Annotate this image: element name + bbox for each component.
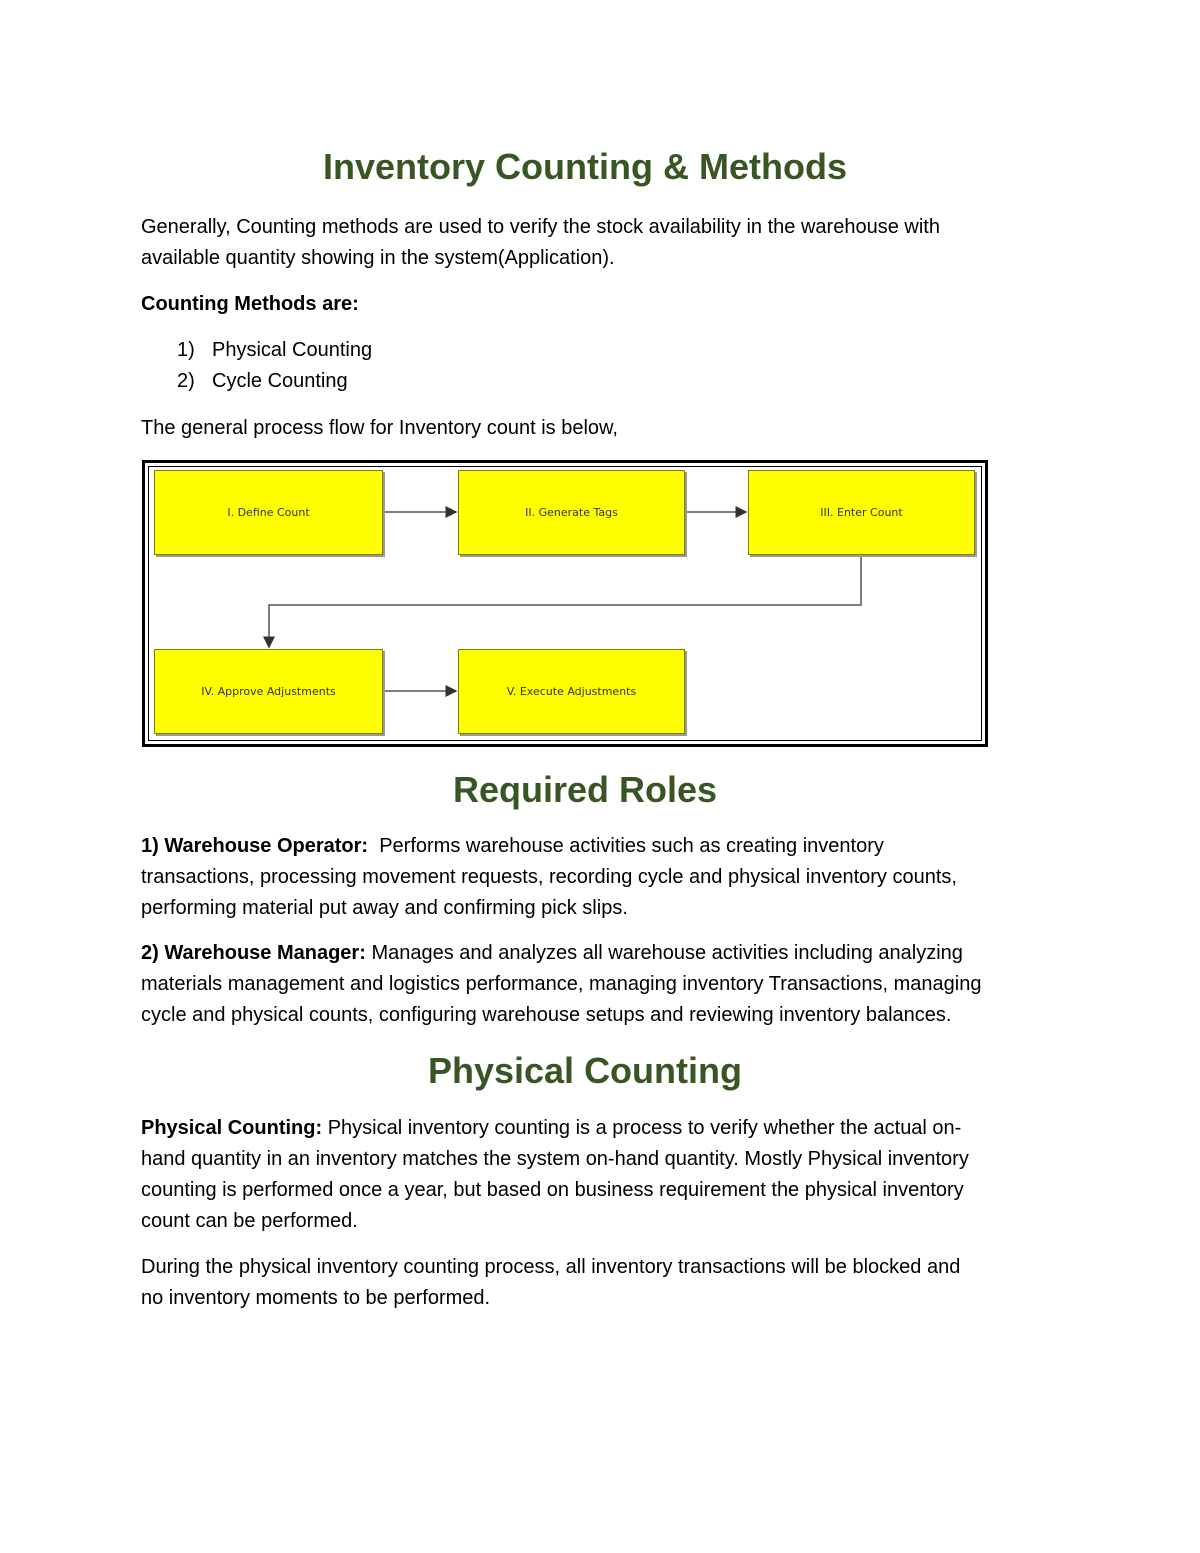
physical-line-4: count can be performed. [141,1210,358,1232]
flow-step-enter-count: III. Enter Count [748,470,975,555]
physical-counting-heading: Physical Counting [427,1050,743,1091]
methods-heading-text: Counting Methods are: [141,293,359,315]
blocking-paragraph [141,1252,1061,1314]
arrow-enter-to-approve [269,555,861,647]
flow-step-execute-adjustments: V. Execute Adjustments [458,649,685,734]
page-title: Inventory Counting & Methods [323,146,847,187]
physical-paragraph [141,1113,1061,1237]
manager-label: 2) Warehouse Manager: [141,942,366,964]
operator-label: 1) Warehouse Operator: [141,835,369,857]
blocking-line-2: no inventory moments to be performed. [141,1287,491,1309]
flow-step-generate-tags: II. Generate Tags [458,470,685,555]
manager-line-1: Manages and analyzes all warehouse activities including analyzing [371,942,963,964]
physical-line-1: Physical inventory counting is a process to verify whether the actual on- [327,1117,962,1139]
list-item-label: Physical Counting [212,339,373,361]
intro-line-1: Generally, Counting methods are used to verify the stock availability in the warehouse with [141,216,940,238]
list-item [177,366,348,397]
operator-line-3: performing material put away and confirming pick slips. [141,897,628,919]
intro-paragraph [141,212,1061,274]
list-item-label: Cycle Counting [212,370,348,392]
list-item [177,335,372,366]
flow-step-approve-adjustments: IV. Approve Adjustments [154,649,383,734]
operator-line-2: transactions, processing movement requests, recording cycle and physical inventory counts, [141,866,957,888]
physical-label: Physical Counting: [141,1117,323,1139]
manager-paragraph [141,938,1061,1031]
operator-line-1: Performs warehouse activities such as creating inventory [379,835,884,857]
blocking-line-1: During the physical inventory counting process, all inventory transactions will be blocked and [141,1256,961,1278]
flow-intro: The general process flow for Inventory count is below, [141,417,618,439]
operator-paragraph [141,831,1061,924]
flow-step-define-count: I. Define Count [154,470,383,555]
intro-line-2: available quantity showing in the system(Application). [141,247,615,269]
methods-heading [141,289,1061,320]
roles-heading: Required Roles [452,769,718,810]
process-flow-diagram [142,460,988,747]
physical-line-3: counting is performed once a year, but based on business requirement the physical inventory [141,1179,964,1201]
manager-line-3: cycle and physical counts, configuring warehouse setups and reviewing inventory balances. [141,1004,952,1026]
list-item-number: 2) [177,370,195,392]
list-item-number: 1) [177,339,195,361]
physical-line-2: hand quantity in an inventory matches the system on-hand quantity. Mostly Physical inventory [141,1148,969,1170]
manager-line-2: materials management and logistics performance, managing inventory Transactions, managing [141,973,982,995]
